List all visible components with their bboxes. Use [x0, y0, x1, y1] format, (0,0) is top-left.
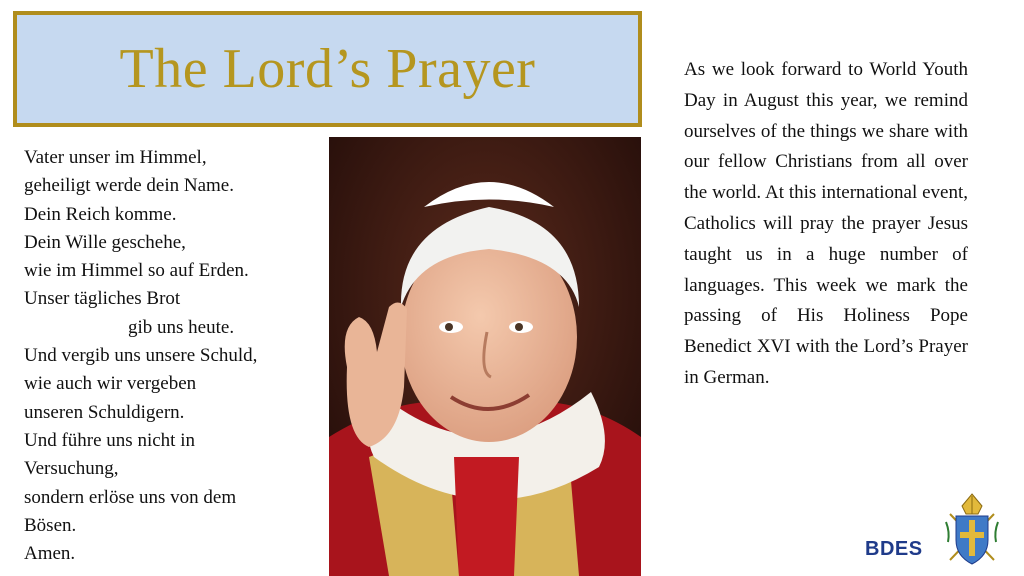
title-box — [13, 11, 642, 127]
pope-portrait-photo — [329, 137, 641, 576]
prayer-line: Und vergib uns unsere Schuld, — [24, 345, 258, 367]
prayer-line: Versuchung, — [24, 458, 119, 480]
bdes-logo-text: BDES — [865, 538, 923, 560]
prayer-line: unseren Schuldigern. — [24, 401, 185, 423]
prayer-line: Dein Wille geschehe, — [24, 231, 186, 253]
page-title: The Lord’s Prayer — [119, 38, 536, 100]
portrait-illustration — [329, 137, 641, 576]
prayer-line: wie auch wir vergeben — [24, 373, 197, 395]
prayer-line: Amen. — [24, 543, 76, 565]
diocesan-crest-icon — [944, 492, 1000, 566]
prayer-line: Unser tägliches Brot — [24, 288, 181, 310]
prayer-text — [24, 144, 324, 568]
prayer-line: geheiligt werde dein Name. — [24, 175, 234, 197]
prayer-line: Dein Reich komme. — [24, 203, 177, 225]
prayer-line: Und führe uns nicht in — [24, 429, 195, 451]
prayer-line: Bösen. — [24, 514, 77, 536]
intro-paragraph: As we look forward to World Youth Day in August this year, we remind ourselves of the things we share with our fellow Christians from all over the world. At this international event, Catholics will pray the prayer Jesus taught us in a huge number of languages. This week we mark the passing of His Holiness Pope Benedict XVI with the Lord’s Prayer in German. — [684, 59, 968, 388]
prayer-line: sondern erlöse uns von dem — [24, 486, 237, 508]
prayer-line: Vater unser im Himmel, — [24, 147, 207, 168]
prayer-line: gib uns heute. — [128, 316, 235, 338]
prayer-line: wie im Himmel so auf Erden. — [24, 260, 249, 282]
